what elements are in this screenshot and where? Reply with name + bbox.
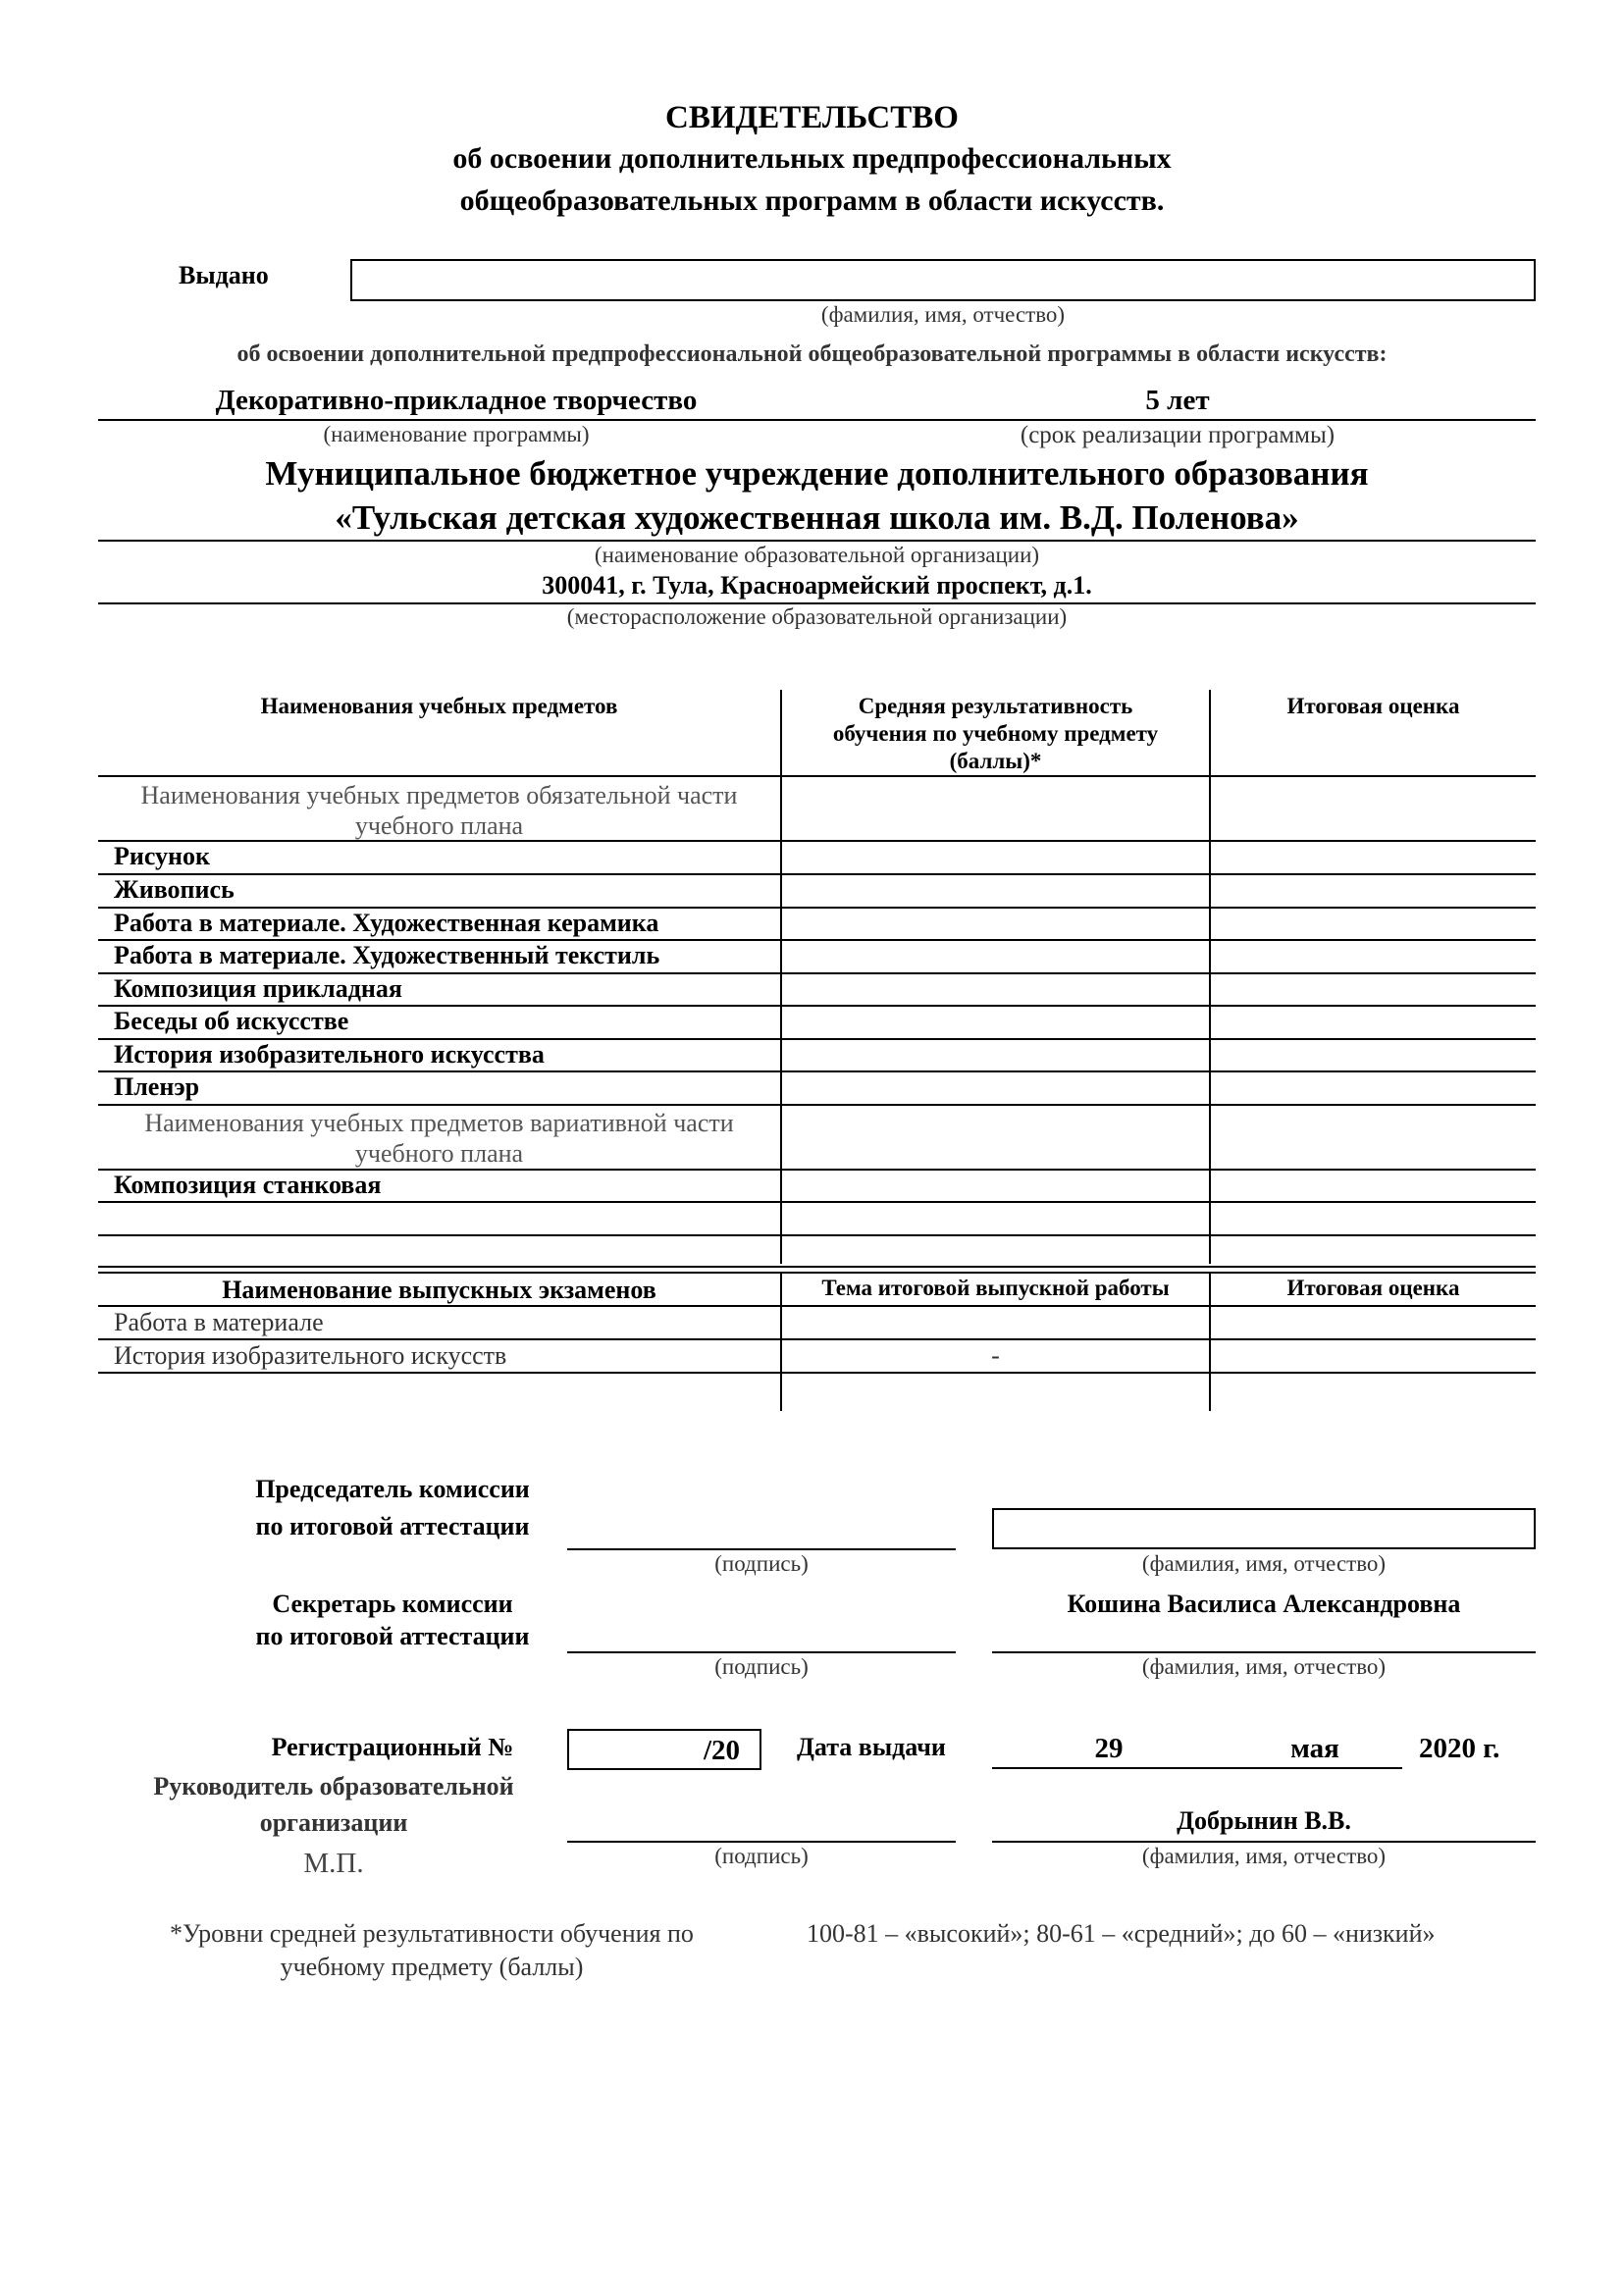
organization-name-line2: «Тульская детская художественная школа им. В.Д. Поленова» [335,498,1299,537]
exam-row-name: Работа в материале [114,1308,324,1336]
issue-date-month: мая [1290,1733,1339,1764]
row-rule [98,1266,1536,1268]
mandatory-group-label-line1: Наименования учебных предметов обязательной части [140,781,738,809]
variative-group-label-line1: Наименования учебных предметов вариативной части [144,1109,734,1137]
exam-header-topic: Тема итоговой выпускной работы [821,1276,1170,1300]
program-duration: 5 лет [1145,385,1210,416]
program-intro: об освоении дополнительной предпрофессиональной общеобразовательной программы в области искусств: [236,341,1388,367]
issue-date-day: 29 [1094,1733,1124,1764]
issued-label: Выдано [179,261,269,289]
secretary-signature-line [567,1651,956,1653]
secretary-signature-caption: (подпись) [714,1654,809,1679]
organization-caption: (наименование образовательной организации) [594,543,1040,567]
head-name-line [992,1841,1536,1843]
exam-row-topic: - [991,1341,1000,1370]
document-title: СВИДЕТЕЛЬСТВО [665,100,959,135]
address-caption: (месторасположение образовательной организации) [566,604,1068,629]
subject-row: Беседы об искусстве [114,1007,349,1035]
mandatory-group-label-line2: учебного плана [354,811,524,840]
program-name: Декоративно-прикладное творчество [215,385,698,416]
head-signature-line [567,1841,956,1843]
exam-row-name: История изобразительного искусств [114,1341,507,1370]
col-header-subjects: Наименования учебных предметов [260,694,618,718]
organization-address: 300041, г. Тула, Красноармейский проспект, д.1. [542,571,1092,600]
footnote-left-line2: учебному предмету (баллы) [280,1953,584,1981]
row-rule [98,1305,1536,1307]
chair-name-field [992,1508,1536,1549]
row-rule [98,1104,1536,1106]
chair-signature-caption: (подпись) [714,1551,809,1576]
secretary-fio-caption: (фамилия, имя, отчество) [1141,1654,1387,1679]
subject-row: История изобразительного искусства [114,1040,545,1069]
subject-row: Работа в материале. Художественный текстиль [114,941,660,969]
subject-row: Рисунок [114,842,211,870]
secretary-name: Кошина Василиса Александровна [1067,1590,1461,1618]
variative-group-label-line2: учебного плана [354,1139,524,1168]
col-header-score-line3: (баллы)* [949,749,1042,773]
organization-underline [98,540,1536,542]
secretary-title-line2: по итоговой аттестации [255,1622,530,1650]
organization-name-line1: Муниципальное бюджетное учреждение дополнительного образования [265,454,1369,493]
row-rule [98,1272,1536,1274]
chair-title-line2: по итоговой аттестации [255,1512,530,1540]
chair-title-line1: Председатель комиссии [255,1475,530,1503]
exam-header-name: Наименование выпускных экзаменов [222,1276,656,1304]
secretary-title-line1: Секретарь комиссии [272,1590,513,1618]
row-rule [98,1234,1536,1236]
subject-row: Композиция станковая [114,1171,382,1199]
head-fio-caption: (фамилия, имя, отчество) [1141,1844,1387,1868]
program-name-caption: (наименование программы) [323,422,590,446]
chair-signature-line [567,1548,956,1550]
stamp-place: М.П. [303,1848,364,1879]
chair-fio-caption: (фамилия, имя, отчество) [1141,1551,1387,1576]
head-title-line1: Руководитель образовательной [153,1772,514,1800]
program-underline [98,419,1536,421]
head-title-line2: организации [259,1808,408,1837]
head-signature-caption: (подпись) [714,1844,809,1868]
row-rule [98,873,1536,875]
exam-header-grade: Итоговая оценка [1286,1276,1460,1300]
footnote-left-line1: *Уровни средней результативности обучения по [170,1919,694,1948]
issue-date-label: Дата выдачи [797,1733,946,1761]
col-header-score-line1: Средняя результативность [858,694,1133,718]
col-header-score-line2: обучения по учебному предмету [832,721,1159,746]
issued-name-field [350,259,1536,301]
issue-date-year: 2020 г. [1419,1733,1500,1764]
subject-row: Работа в материале. Художественная керамика [114,909,659,937]
registration-number: /20 [703,1735,740,1766]
document-subtitle-line2: общеобразовательных программ в области искусств. [459,184,1165,217]
subject-row: Композиция прикладная [114,974,402,1003]
document-subtitle-line1: об освоении дополнительных предпрофессиональных [452,142,1172,175]
head-name: Добрынин В.В. [1177,1806,1351,1835]
row-rule [98,775,1536,777]
registration-label: Регистрационный № [271,1733,514,1761]
issued-caption: (фамилия, имя, отчество) [820,302,1066,327]
col-header-grade: Итоговая оценка [1286,694,1460,718]
row-rule [98,1201,1536,1203]
program-duration-caption: (срок реализации программы) [1020,422,1336,448]
issue-date-line [992,1767,1402,1769]
row-rule [98,1070,1536,1072]
registration-number-box [567,1729,761,1770]
secretary-name-line [992,1651,1536,1653]
subject-row: Пленэр [114,1072,200,1101]
row-rule [98,1372,1536,1374]
footnote-scale: 100-81 – «высокий»; 80-61 – «средний»; до 60 – «низкий» [807,1919,1436,1948]
row-rule [98,1338,1536,1340]
subject-row: Живопись [114,875,235,904]
